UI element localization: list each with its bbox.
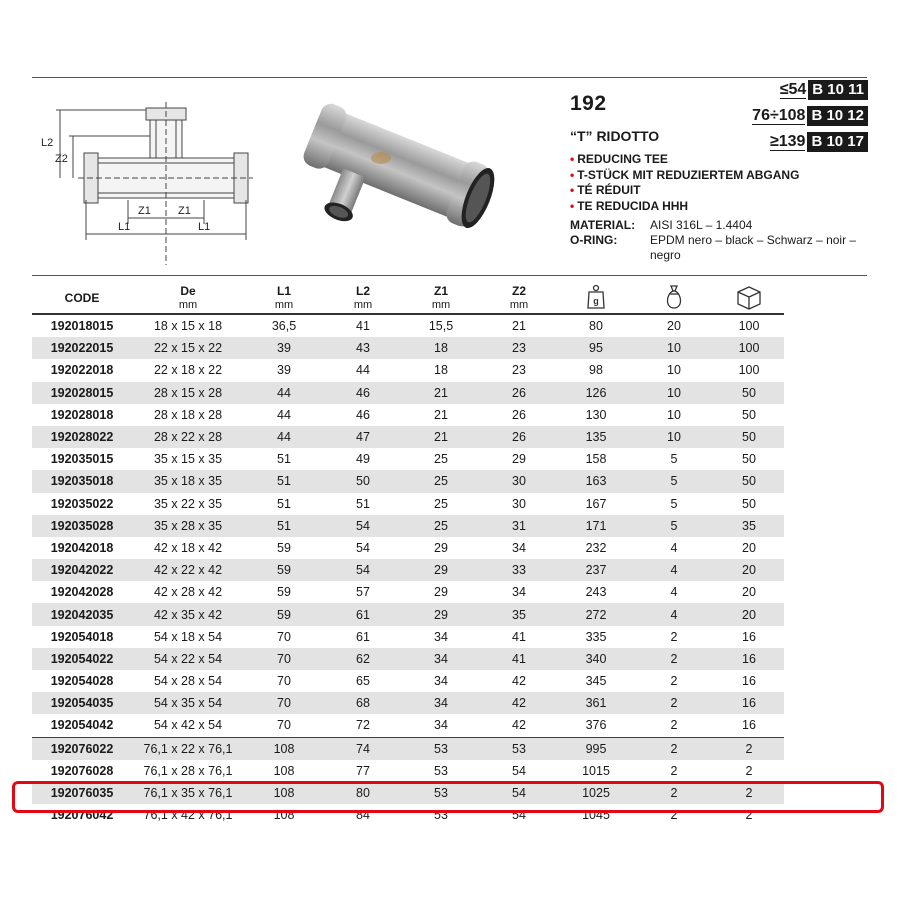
cell-code: 192042022 xyxy=(50,563,114,578)
table-cell: 42 xyxy=(512,718,526,733)
table-cell: 100 xyxy=(738,341,760,356)
table-cell: 163 xyxy=(585,474,607,489)
dim-l2-label: L2 xyxy=(41,137,54,149)
table-cell: 20 xyxy=(742,607,756,622)
cell-code: 192035018 xyxy=(50,474,114,489)
cell-code: 192042035 xyxy=(50,607,114,622)
table-row xyxy=(32,515,784,537)
table-cell: 53 xyxy=(434,786,448,801)
table-cell: 70 xyxy=(277,651,291,666)
table-row xyxy=(32,337,784,359)
table-cell: 28 x 22 x 28 xyxy=(153,430,223,445)
table-cell: 50 xyxy=(742,385,756,400)
cell-code: 192022015 xyxy=(50,341,114,356)
table-cell: 20 xyxy=(742,563,756,578)
table-cell: 41 xyxy=(356,319,370,334)
table-cell: 2 xyxy=(670,808,678,823)
table-cell: 80 xyxy=(356,786,370,801)
table-cell: 26 xyxy=(512,385,526,400)
table-cell: 345 xyxy=(585,674,607,689)
table-cell: 53 xyxy=(512,741,526,756)
table-cell: 1015 xyxy=(582,763,610,778)
table-cell: 25 xyxy=(434,474,448,489)
name-german: • T-STÜCK MIT REDUZIERTEM ABGANG xyxy=(570,167,800,182)
section-rule xyxy=(32,275,867,276)
table-cell: 53 xyxy=(434,741,448,756)
cell-code: 192022018 xyxy=(50,363,114,378)
weight-icon xyxy=(586,284,606,310)
col-l2: L2 mm xyxy=(353,283,373,311)
table-cell: 29 xyxy=(512,452,526,467)
table-cell: 5 xyxy=(670,474,678,489)
table-row xyxy=(32,537,784,559)
table-cell: 51 xyxy=(277,518,291,533)
technical-drawing xyxy=(38,100,263,270)
table-cell: 21 xyxy=(512,319,526,334)
table-cell: 50 xyxy=(742,430,756,445)
table-cell: 100 xyxy=(738,319,760,334)
table-cell: 34 xyxy=(434,629,448,644)
table-cell: 22 x 18 x 22 xyxy=(153,363,223,378)
table-row xyxy=(32,382,784,404)
table-cell: 2 xyxy=(670,651,678,666)
table-cell: 54 xyxy=(512,763,526,778)
cell-code: 192076022 xyxy=(50,741,114,756)
table-cell: 61 xyxy=(356,629,370,644)
table-cell: 35 xyxy=(512,607,526,622)
table-cell: 30 xyxy=(512,474,526,489)
table-cell: 29 xyxy=(434,585,448,600)
table-row xyxy=(32,648,784,670)
table-cell: 44 xyxy=(277,407,291,422)
table-cell: 49 xyxy=(356,452,370,467)
cell-code: 192035022 xyxy=(50,496,114,511)
table-cell: 34 xyxy=(512,540,526,555)
table-cell: 135 xyxy=(585,430,607,445)
col-l1: L1 mm xyxy=(274,283,294,311)
table-cell: 26 xyxy=(512,430,526,445)
table-cell: 237 xyxy=(585,563,607,578)
table-cell: 232 xyxy=(585,540,607,555)
table-cell: 70 xyxy=(277,629,291,644)
table-cell: 34 xyxy=(512,585,526,600)
table-cell: 76,1 x 22 x 76,1 xyxy=(143,741,233,756)
oring-label: O-RING: xyxy=(570,233,618,247)
cell-code: 192054035 xyxy=(50,696,114,711)
cell-code: 192054042 xyxy=(50,718,114,733)
table-row xyxy=(32,603,784,625)
table-cell: 68 xyxy=(356,696,370,711)
table-cell: 18 xyxy=(434,341,448,356)
table-cell: 46 xyxy=(356,407,370,422)
table-cell: 50 xyxy=(356,474,370,489)
table-row xyxy=(32,559,784,581)
table-cell: 16 xyxy=(742,696,756,711)
table-cell: 171 xyxy=(585,518,607,533)
table-cell: 36,5 xyxy=(271,319,297,334)
col-code: CODE xyxy=(64,290,100,305)
col-weight xyxy=(558,283,634,314)
cell-code: 192028022 xyxy=(50,430,114,445)
table-row xyxy=(32,626,784,648)
table-cell: 54 xyxy=(512,786,526,801)
table-cell: 39 xyxy=(277,341,291,356)
table-cell: 59 xyxy=(277,607,291,622)
bag-icon xyxy=(663,284,685,310)
table-cell: 35 x 28 x 35 xyxy=(153,518,223,533)
table-cell: 54 x 22 x 54 xyxy=(153,651,223,666)
table-cell: 50 xyxy=(742,496,756,511)
product-number: 192 xyxy=(570,92,607,115)
dim-z1-left-label: Z1 xyxy=(138,205,151,217)
table-cell: 2 xyxy=(745,808,753,823)
table-cell: 2 xyxy=(670,741,678,756)
table-cell: 243 xyxy=(585,585,607,600)
table-row xyxy=(32,692,784,714)
table-cell: 76,1 x 35 x 76,1 xyxy=(143,786,233,801)
cell-code: 192028018 xyxy=(50,407,114,422)
col-z1: Z1 mm xyxy=(431,283,451,311)
cell-code: 192018015 xyxy=(50,319,114,334)
table-cell: 54 x 18 x 54 xyxy=(153,629,223,644)
table-cell: 29 xyxy=(434,607,448,622)
table-cell: 5 xyxy=(670,518,678,533)
cell-code: 192042018 xyxy=(50,540,114,555)
oring-value: EPDM nero – black – Schwarz – noir – negro xyxy=(650,233,857,262)
table-cell: 2 xyxy=(670,786,678,801)
table-cell: 80 xyxy=(589,319,603,334)
table-cell: 4 xyxy=(670,540,678,555)
badge-medium: 76÷108 B 10 12 xyxy=(752,106,868,126)
table-cell: 31 xyxy=(512,518,526,533)
col-z2: Z2 mm xyxy=(509,283,529,311)
cell-code: 192054018 xyxy=(50,629,114,644)
table-cell: 54 xyxy=(356,563,370,578)
col-de: De mm xyxy=(178,283,198,311)
table-cell: 51 xyxy=(277,474,291,489)
table-cell: 51 xyxy=(277,496,291,511)
table-cell: 23 xyxy=(512,363,526,378)
table-cell: 2 xyxy=(670,696,678,711)
table-row xyxy=(32,404,784,426)
cell-code: 192035028 xyxy=(50,518,114,533)
table-cell: 4 xyxy=(670,607,678,622)
cell-code: 192028015 xyxy=(50,385,114,400)
table-cell: 10 xyxy=(667,385,681,400)
table-cell: 41 xyxy=(512,651,526,666)
table-cell: 376 xyxy=(585,718,607,733)
table-cell: 21 xyxy=(434,385,448,400)
table-cell: 15,5 xyxy=(428,319,454,334)
table-cell: 1025 xyxy=(582,786,610,801)
dim-z2-label: Z2 xyxy=(55,153,68,165)
cell-code: 192054028 xyxy=(50,674,114,689)
col-bag xyxy=(634,283,714,314)
highlight-box xyxy=(12,781,884,813)
table-cell: 361 xyxy=(585,696,607,711)
table-cell: 84 xyxy=(356,808,370,823)
table-cell: 29 xyxy=(434,540,448,555)
spec-block xyxy=(570,218,860,263)
table-cell: 54 x 28 x 54 xyxy=(153,674,223,689)
table-cell: 76,1 x 28 x 76,1 xyxy=(143,763,233,778)
table-cell: 340 xyxy=(585,651,607,666)
table-row xyxy=(32,426,784,448)
cell-code: 192076042 xyxy=(50,808,114,823)
table-cell: 28 x 15 x 28 xyxy=(153,385,223,400)
table-cell: 50 xyxy=(742,407,756,422)
table-cell: 167 xyxy=(585,496,607,511)
table-cell: 54 xyxy=(512,808,526,823)
table-header-row xyxy=(32,283,784,314)
table-cell: 21 xyxy=(434,407,448,422)
table-row xyxy=(32,359,784,381)
table-cell: 70 xyxy=(277,696,291,711)
table-cell: 108 xyxy=(273,763,295,778)
table-cell: 35 x 18 x 35 xyxy=(153,474,223,489)
table-cell: 23 xyxy=(512,341,526,356)
table-cell: 10 xyxy=(667,407,681,422)
svg-text:g: g xyxy=(593,295,599,306)
table-row xyxy=(32,670,784,692)
name-spanish: • TE REDUCIDA HHH xyxy=(570,198,689,213)
table-cell: 10 xyxy=(667,430,681,445)
table-cell: 42 x 18 x 42 xyxy=(153,540,223,555)
table-cell: 25 xyxy=(434,452,448,467)
table-cell: 44 xyxy=(277,385,291,400)
col-box xyxy=(714,283,784,314)
table-cell: 20 xyxy=(667,319,681,334)
table-cell: 62 xyxy=(356,651,370,666)
table-cell: 33 xyxy=(512,563,526,578)
table-cell: 5 xyxy=(670,496,678,511)
table-cell: 57 xyxy=(356,585,370,600)
cell-code: 192076028 xyxy=(50,763,114,778)
cell-code: 192035015 xyxy=(50,452,114,467)
table-cell: 2 xyxy=(670,718,678,733)
table-cell: 35 x 22 x 35 xyxy=(153,496,223,511)
table-cell: 20 xyxy=(742,585,756,600)
badge-small: ≤54 B 10 11 xyxy=(752,80,868,100)
table-row xyxy=(32,581,784,603)
table-cell: 50 xyxy=(742,474,756,489)
table-cell: 34 xyxy=(434,718,448,733)
table-cell: 10 xyxy=(667,341,681,356)
table-cell: 43 xyxy=(356,341,370,356)
table-cell: 65 xyxy=(356,674,370,689)
table-cell: 108 xyxy=(273,808,295,823)
table-cell: 39 xyxy=(277,363,291,378)
table-cell: 18 xyxy=(434,363,448,378)
table-cell: 59 xyxy=(277,563,291,578)
table-cell: 51 xyxy=(356,496,370,511)
product-table xyxy=(32,283,784,826)
table-cell: 42 xyxy=(512,674,526,689)
table-cell: 995 xyxy=(585,741,607,756)
table-cell: 42 x 35 x 42 xyxy=(153,607,223,622)
table-cell: 158 xyxy=(585,452,607,467)
table-cell: 16 xyxy=(742,674,756,689)
table-cell: 42 xyxy=(512,696,526,711)
cell-code: 192042028 xyxy=(50,585,114,600)
table-cell: 76,1 x 42 x 76,1 xyxy=(143,808,233,823)
table-cell: 20 xyxy=(742,540,756,555)
badge-large: ≥139 B 10 17 xyxy=(752,132,868,152)
table-cell: 70 xyxy=(277,718,291,733)
dim-l1-right-label: L1 xyxy=(198,221,211,233)
product-title: “T” RIDOTTO xyxy=(570,128,660,144)
top-rule xyxy=(32,77,867,78)
table-cell: 34 xyxy=(434,651,448,666)
table-cell: 98 xyxy=(589,363,603,378)
box-icon xyxy=(735,284,763,310)
table-cell: 70 xyxy=(277,674,291,689)
table-cell: 108 xyxy=(273,741,295,756)
cell-code: 192054022 xyxy=(50,651,114,666)
table-cell: 4 xyxy=(670,563,678,578)
table-cell: 22 x 15 x 22 xyxy=(153,341,223,356)
table-cell: 108 xyxy=(273,786,295,801)
table-cell: 335 xyxy=(585,629,607,644)
dim-l1-left-label: L1 xyxy=(118,221,131,233)
table-cell: 2 xyxy=(745,741,753,756)
table-cell: 44 xyxy=(277,430,291,445)
table-cell: 1045 xyxy=(582,808,610,823)
table-cell: 50 xyxy=(742,452,756,467)
table-cell: 34 xyxy=(434,674,448,689)
product-names-list xyxy=(570,152,799,214)
table-cell: 42 x 28 x 42 xyxy=(153,585,223,600)
table-cell: 51 xyxy=(277,452,291,467)
table-cell: 28 x 18 x 28 xyxy=(153,407,223,422)
table-cell: 26 xyxy=(512,407,526,422)
catalog-badges xyxy=(752,80,868,158)
table-cell: 72 xyxy=(356,718,370,733)
table-cell: 53 xyxy=(434,808,448,823)
table-cell: 95 xyxy=(589,341,603,356)
table-cell: 272 xyxy=(585,607,607,622)
table-cell: 18 x 15 x 18 xyxy=(153,319,223,334)
table-cell: 130 xyxy=(585,407,607,422)
table-cell: 16 xyxy=(742,629,756,644)
table-cell: 59 xyxy=(277,540,291,555)
table-cell: 2 xyxy=(670,629,678,644)
table-cell: 100 xyxy=(738,363,760,378)
table-cell: 16 xyxy=(742,718,756,733)
table-cell: 35 x 15 x 35 xyxy=(153,452,223,467)
table-cell: 54 x 42 x 54 xyxy=(153,718,223,733)
table-cell: 54 xyxy=(356,518,370,533)
table-row xyxy=(32,448,784,470)
table-cell: 16 xyxy=(742,651,756,666)
table-cell: 30 xyxy=(512,496,526,511)
material-value: AISI 316L – 1.4404 xyxy=(650,218,753,232)
table-cell: 77 xyxy=(356,763,370,778)
table-row xyxy=(32,737,784,760)
table-cell: 21 xyxy=(434,430,448,445)
table-cell: 59 xyxy=(277,585,291,600)
table-cell: 10 xyxy=(667,363,681,378)
cell-code: 192076035 xyxy=(50,786,114,801)
table-cell: 34 xyxy=(434,696,448,711)
table-cell: 2 xyxy=(670,674,678,689)
table-cell: 42 x 22 x 42 xyxy=(153,563,223,578)
table-row xyxy=(32,314,784,337)
table-cell: 25 xyxy=(434,496,448,511)
table-cell: 126 xyxy=(585,385,607,400)
dim-z1-right-label: Z1 xyxy=(178,205,191,217)
table-cell: 5 xyxy=(670,452,678,467)
table-cell: 2 xyxy=(670,763,678,778)
table-cell: 54 xyxy=(356,540,370,555)
table-cell: 74 xyxy=(356,741,370,756)
table-cell: 29 xyxy=(434,563,448,578)
table-row xyxy=(32,470,784,492)
table-cell: 53 xyxy=(434,763,448,778)
table-row xyxy=(32,714,784,737)
table-row xyxy=(32,760,784,782)
table-cell: 47 xyxy=(356,430,370,445)
table-cell: 54 x 35 x 54 xyxy=(153,696,223,711)
table-cell: 2 xyxy=(745,763,753,778)
table-cell: 46 xyxy=(356,385,370,400)
table-row xyxy=(32,493,784,515)
name-french: • TÉ RÉDUIT xyxy=(570,183,641,197)
name-english: • REDUCING TEE xyxy=(570,152,668,166)
table-cell: 35 xyxy=(742,518,756,533)
table-cell: 4 xyxy=(670,585,678,600)
table-cell: 25 xyxy=(434,518,448,533)
product-photo xyxy=(296,96,496,246)
table-cell: 61 xyxy=(356,607,370,622)
table-cell: 2 xyxy=(745,786,753,801)
table-cell: 41 xyxy=(512,629,526,644)
table-cell: 44 xyxy=(356,363,370,378)
material-label: MATERIAL: xyxy=(570,218,636,232)
